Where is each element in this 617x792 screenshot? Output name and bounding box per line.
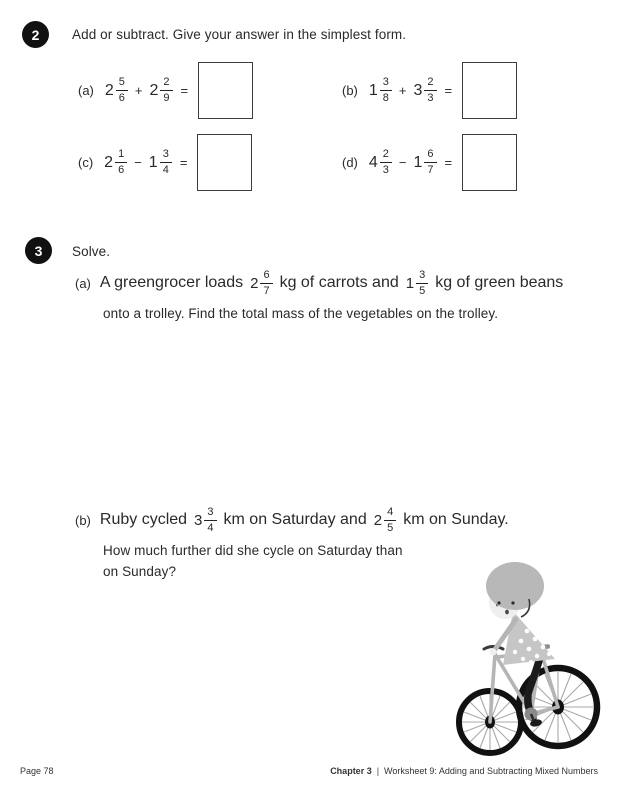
q3a-line2: onto a trolley. Find the total mass of the vegetables on the trolley. [103,306,499,321]
mixed-number [149,148,172,176]
numerator: 1 [115,148,127,163]
eye [511,601,514,604]
question-2-number: 2 [31,26,40,43]
q3b-text-after: km on Sunday. [403,511,509,528]
answer-box-d[interactable] [462,134,517,191]
mixed-number [406,269,428,297]
q3b-line1 [75,500,516,540]
denominator: 5 [387,521,394,534]
polka-dot-shirt [503,611,555,665]
mouth [505,610,509,615]
mixed-number [414,76,437,104]
fraction [115,148,127,176]
denominator: 4 [162,164,169,176]
whole-number: 4 [368,153,378,171]
q3a-text-mid: kg of carrots and [279,274,399,291]
mixed-number [369,76,392,104]
question-3-badge [25,237,52,264]
whole-number: 1 [413,153,423,171]
q2-item-b [342,62,517,119]
fraction [204,506,216,534]
numerator: 6 [424,148,436,163]
numerator: 3 [380,76,392,91]
q2-item-c [78,134,252,191]
denominator: 6 [118,164,125,176]
whole-number: 2 [149,81,159,99]
fraction [160,148,172,176]
q2-item-a [78,62,253,119]
fraction [380,148,392,176]
operator: + [134,83,143,98]
whole-number: 1 [148,153,158,171]
question-2-badge [22,21,49,48]
numerator: 3 [416,269,428,284]
fraction [116,76,128,104]
denominator: 7 [263,284,270,297]
denominator: 8 [382,92,389,104]
q3b-line2: How much further did she cycle on Saturday than [103,543,403,558]
whole-number: 3 [194,511,203,529]
q3b-text-mid: km on Saturday and [223,511,367,528]
q3a-text-after: kg of green beans [435,274,564,291]
mixed-number [374,506,396,534]
fraction [384,506,396,534]
mixed-number [414,148,437,176]
numerator: 3 [204,506,216,521]
eye [497,601,500,604]
question-3-prompt: Solve. [72,244,111,259]
denominator: 9 [163,92,170,104]
footer-worksheet-title: Worksheet 9: Adding and Subtracting Mixed Numbers [384,766,598,776]
q2-item-d [342,134,517,191]
fraction [260,269,272,297]
denominator: 5 [419,284,426,297]
answer-box-a[interactable] [198,62,253,119]
mixed-number [104,148,127,176]
equals-sign: = [179,155,188,170]
whole-number: 3 [413,81,423,99]
operator: − [134,155,142,170]
mixed-number [250,269,272,297]
numerator: 2 [380,148,392,163]
item-label: (c) [78,155,94,170]
equals-sign: = [180,83,189,98]
mixed-number [194,506,216,534]
whole-number: 2 [104,153,114,171]
whole-number: 2 [250,274,259,292]
equals-sign: = [444,155,453,170]
item-label: (a) [78,83,94,98]
equals-sign: = [444,83,453,98]
fraction [416,269,428,297]
denominator: 3 [382,164,389,176]
q3a-text-before: A greengrocer loads [99,274,244,291]
operator: − [398,155,407,170]
q3b-line3: on Sunday? [103,564,177,579]
operator: + [398,83,407,98]
denominator: 3 [427,92,434,104]
denominator: 4 [207,521,214,534]
whole-number: 2 [104,81,114,99]
answer-box-b[interactable] [462,62,517,119]
hand [489,648,496,655]
denominator: 6 [118,92,125,104]
numerator: 5 [116,76,128,91]
whole-number: 1 [368,81,378,99]
question-2-prompt: Add or subtract. Give your answer in the simplest form. [72,27,407,42]
footer-separator: | [376,766,380,776]
answer-box-c[interactable] [197,134,252,191]
question-3-number: 3 [34,242,43,259]
fraction [160,76,172,104]
footer-info [330,766,598,776]
footer-chapter: Chapter 3 [330,766,372,776]
fraction [380,76,392,104]
numerator: 2 [160,76,172,91]
cyclist-illustration [437,557,615,760]
denominator: 7 [427,164,434,176]
whole-number: 1 [405,274,415,292]
whole-number: 2 [373,511,383,529]
numerator: 2 [424,76,436,91]
q3b-text-before: Ruby cycled [99,511,188,528]
fraction [424,148,436,176]
item-label: (d) [342,155,358,170]
item-label: (b) [75,512,91,528]
fraction [424,76,436,104]
item-label: (b) [342,83,358,98]
helmet-icon [486,562,544,610]
numerator: 3 [160,148,172,163]
numerator: 6 [260,269,272,284]
q3a-line1 [75,263,570,303]
mixed-number [369,148,392,176]
mixed-number [150,76,173,104]
numerator: 4 [384,506,396,521]
footer-page-number: Page 78 [20,766,54,776]
item-label: (a) [75,275,91,291]
mixed-number [105,76,128,104]
